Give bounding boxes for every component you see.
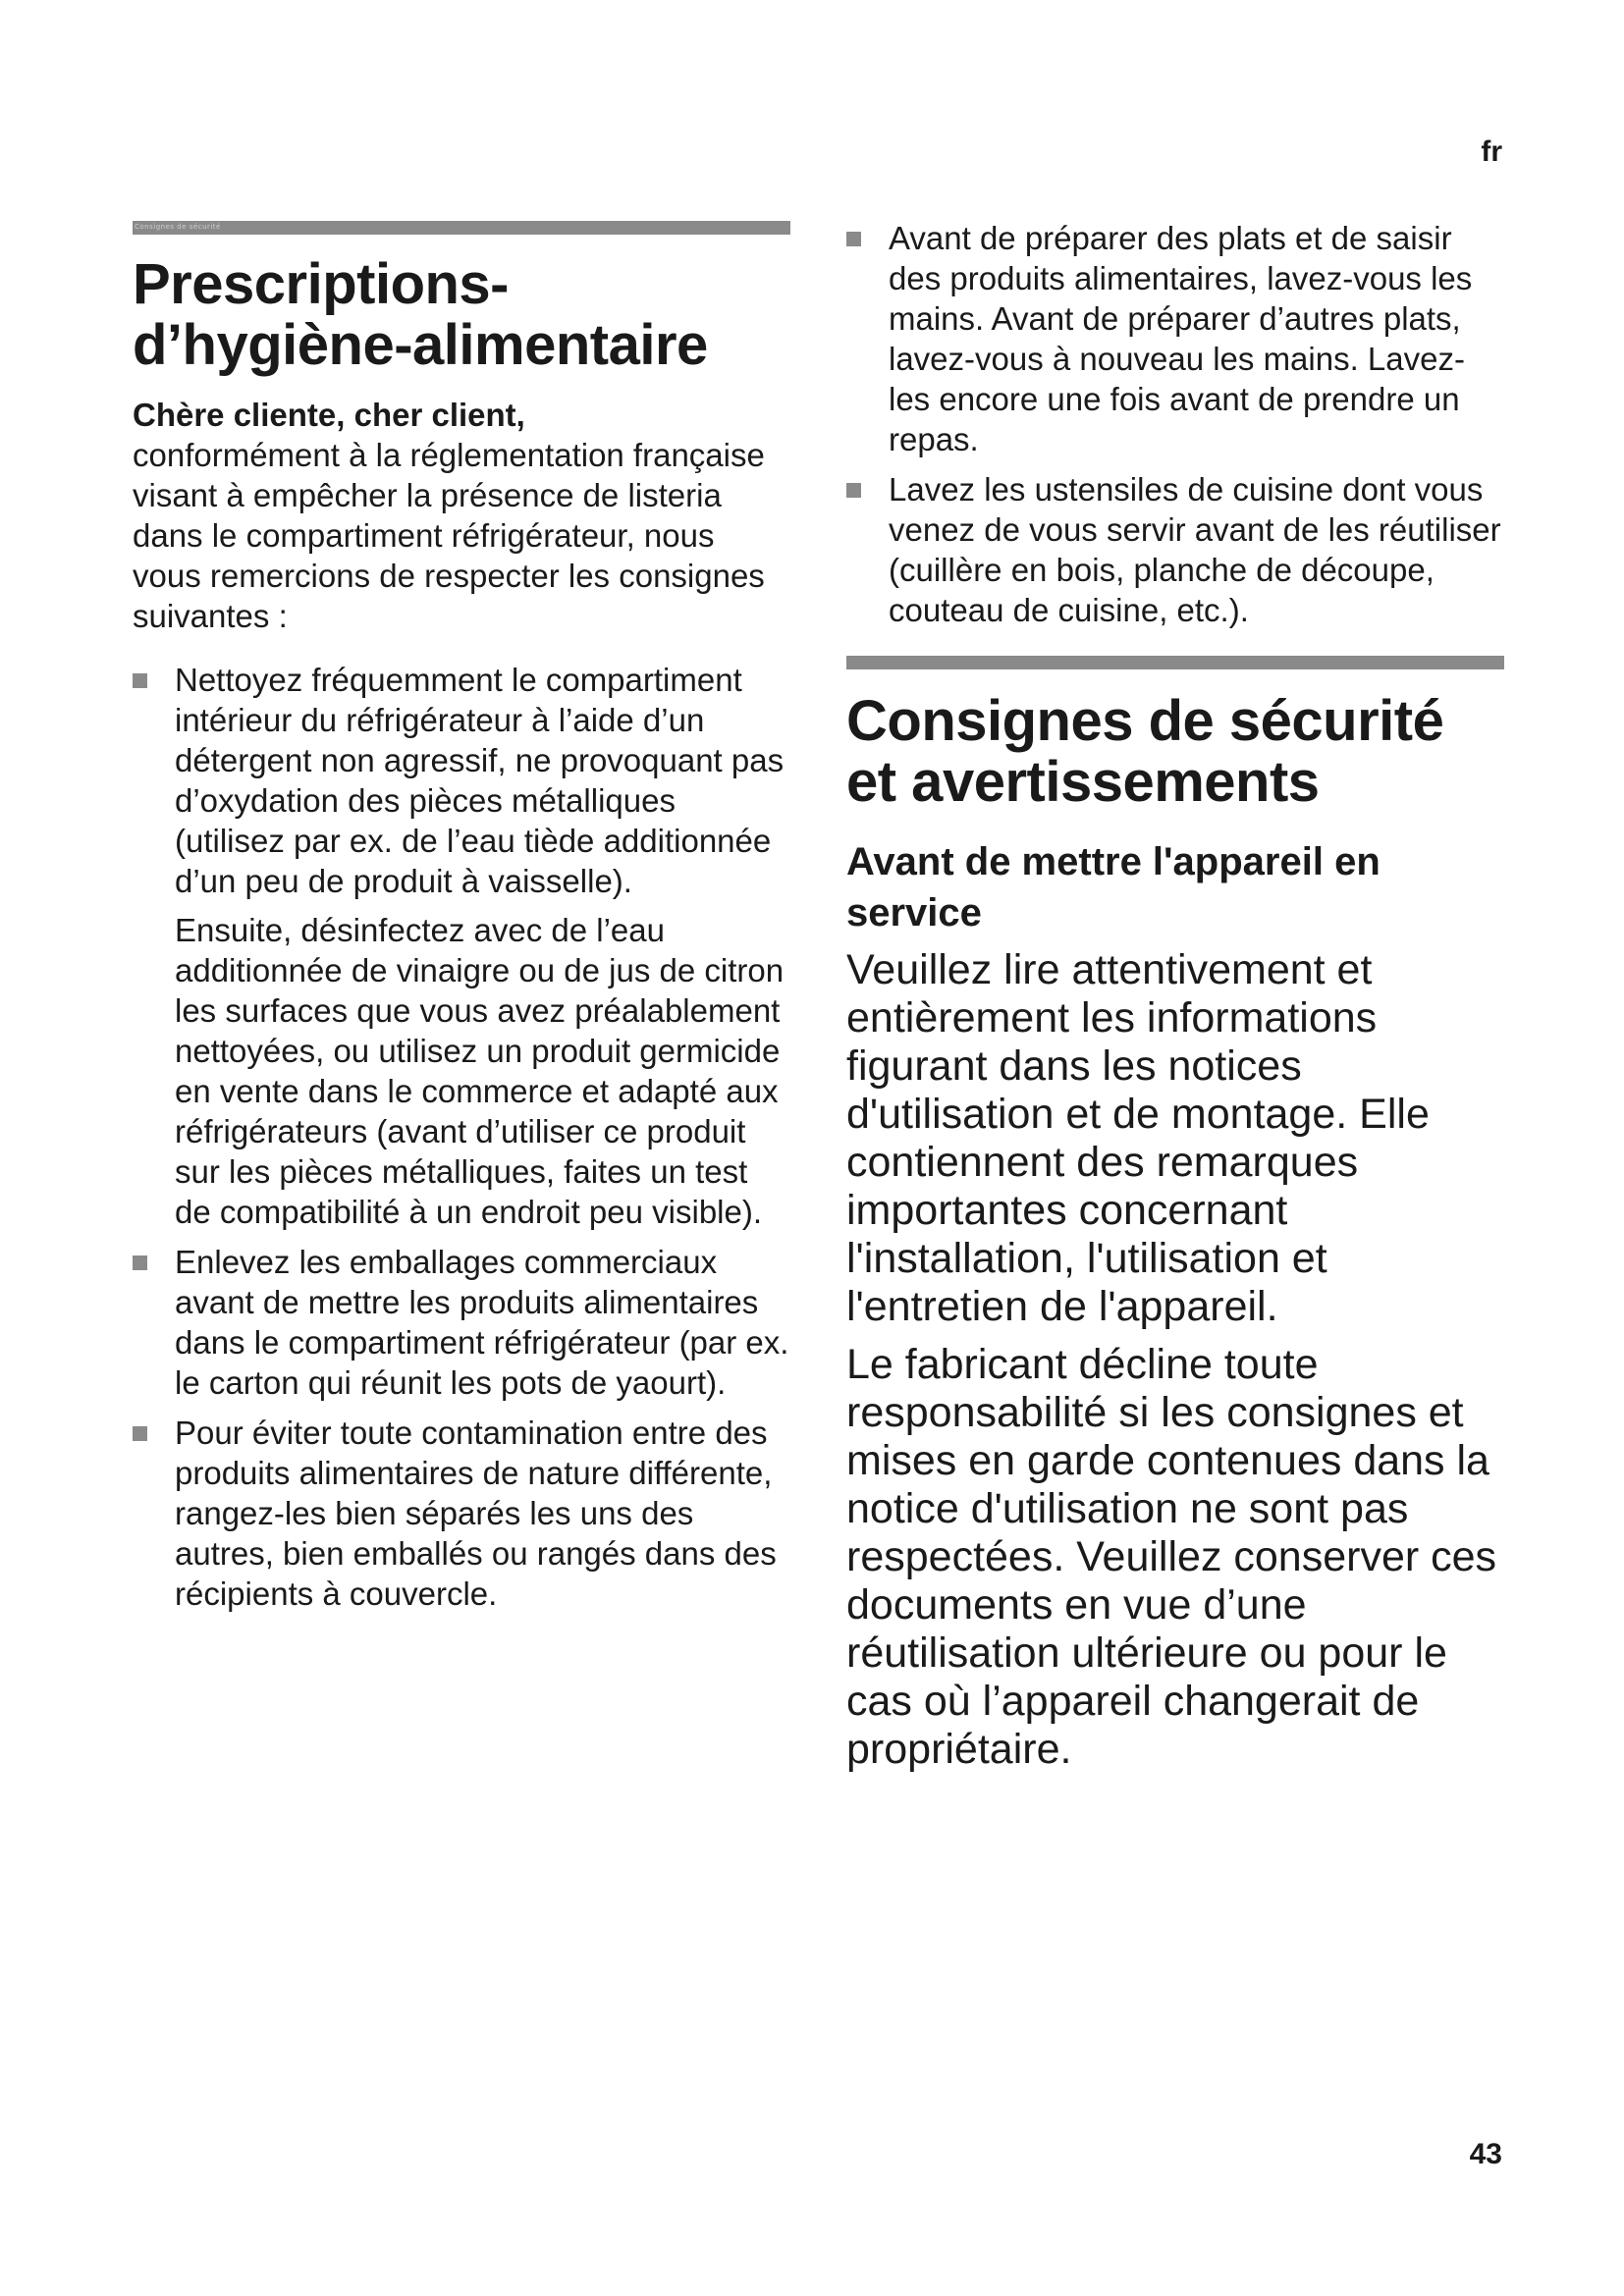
hygiene-list xyxy=(133,660,790,1614)
list-item-text: Enlevez les emballages commerciaux avant de mettre les produits alimentaires dans le compartiment réfrigérateur (par ex. le carton qui réunit les pots de yaourt). xyxy=(175,1244,789,1401)
square-bullet-icon xyxy=(846,232,861,246)
hygiene-list-continued xyxy=(846,218,1504,630)
list-item xyxy=(846,469,1504,630)
section-subtitle: Avant de mettre l'appareil en service xyxy=(846,840,1380,934)
safety-body xyxy=(846,946,1504,1774)
list-item xyxy=(846,218,1504,459)
salutation: Chère cliente, cher client, xyxy=(133,397,525,433)
square-bullet-icon xyxy=(846,483,861,498)
square-bullet-icon xyxy=(133,1426,147,1441)
section-title-safety: Consignes de sécurité et avertissements xyxy=(846,689,1444,814)
list-item xyxy=(133,1242,790,1403)
square-bullet-icon xyxy=(133,1255,147,1270)
left-column xyxy=(133,221,790,1614)
body-paragraph: Le fabricant décline toute responsabilité si les consignes et mises en garde contenues dans la notice d'utilisation ne sont pas respectées. Veuillez conserver ces documents en vue d’une réutilisation ultérieure ou pour le cas où l’appareil changerait de propriétaire. xyxy=(846,1341,1497,1773)
list-item-text: Pour éviter toute contamination entre des produits alimentaires de nature différente, rangez-les bien séparés les uns des autres, bien emballés ou rangés dans des récipients à couvercle. xyxy=(175,1415,777,1612)
list-item-extra-text: Ensuite, désinfectez avec de l’eau additionnée de vinaigre ou de jus de citron les surfaces que vous avez préalablement nettoyées, ou utilisez un produit germicide en vente dans le commerce et adapté aux réfrigérateurs (avant d’utiliser ce produit sur les pièces métalliques, faites un test de compatibilité à un endroit peu visible). xyxy=(175,912,785,1230)
list-item-text: Lavez les ustensiles de cuisine dont vous venez de vous servir avant de les réutiliser (cuillère en bois, planche de découpe, couteau de cuisine, etc.). xyxy=(889,471,1501,628)
page-number: 43 xyxy=(1469,2138,1502,2170)
square-bullet-icon xyxy=(133,673,147,688)
list-item xyxy=(133,1413,790,1614)
section-rule xyxy=(133,221,790,235)
section-title-hygiene: Prescriptions- d’hygiène-alimentaire xyxy=(133,252,708,377)
rule-tag: Consignes de sécurité xyxy=(135,223,221,231)
language-label: fr xyxy=(1481,135,1502,168)
list-item-text: Nettoyez fréquemment le compartiment intérieur du réfrigérateur à l’aide d’un détergent non agressif, ne provoquant pas d’oxydation des pièces métalliques (utilisez par ex. de l’eau tiède additionnée d’un peu de produit à vaisselle). xyxy=(175,662,785,899)
right-column xyxy=(846,218,1504,1774)
list-item xyxy=(133,660,790,1232)
section-rule xyxy=(846,656,1504,669)
list-item-text: Avant de préparer des plats et de saisir des produits alimentaires, lavez-vous les mains. Avant de préparer d’autres plats, lavez-vous à nouveau les mains. Lavez-les encore une fois avant de prendre un repas. xyxy=(889,220,1473,457)
intro-paragraph: conformément à la réglementation française visant à empêcher la présence de listeria dans le compartiment réfrigérateur, nous vous remercions de respecter les consignes suivantes : xyxy=(133,437,765,634)
body-paragraph: Veuillez lire attentivement et entièrement les informations figurant dans les notices d'utilisation et de montage. Elle contiennent des remarques importantes concernant l'installation, l'utilisation et l'entretien de l'appareil. xyxy=(846,946,1430,1330)
